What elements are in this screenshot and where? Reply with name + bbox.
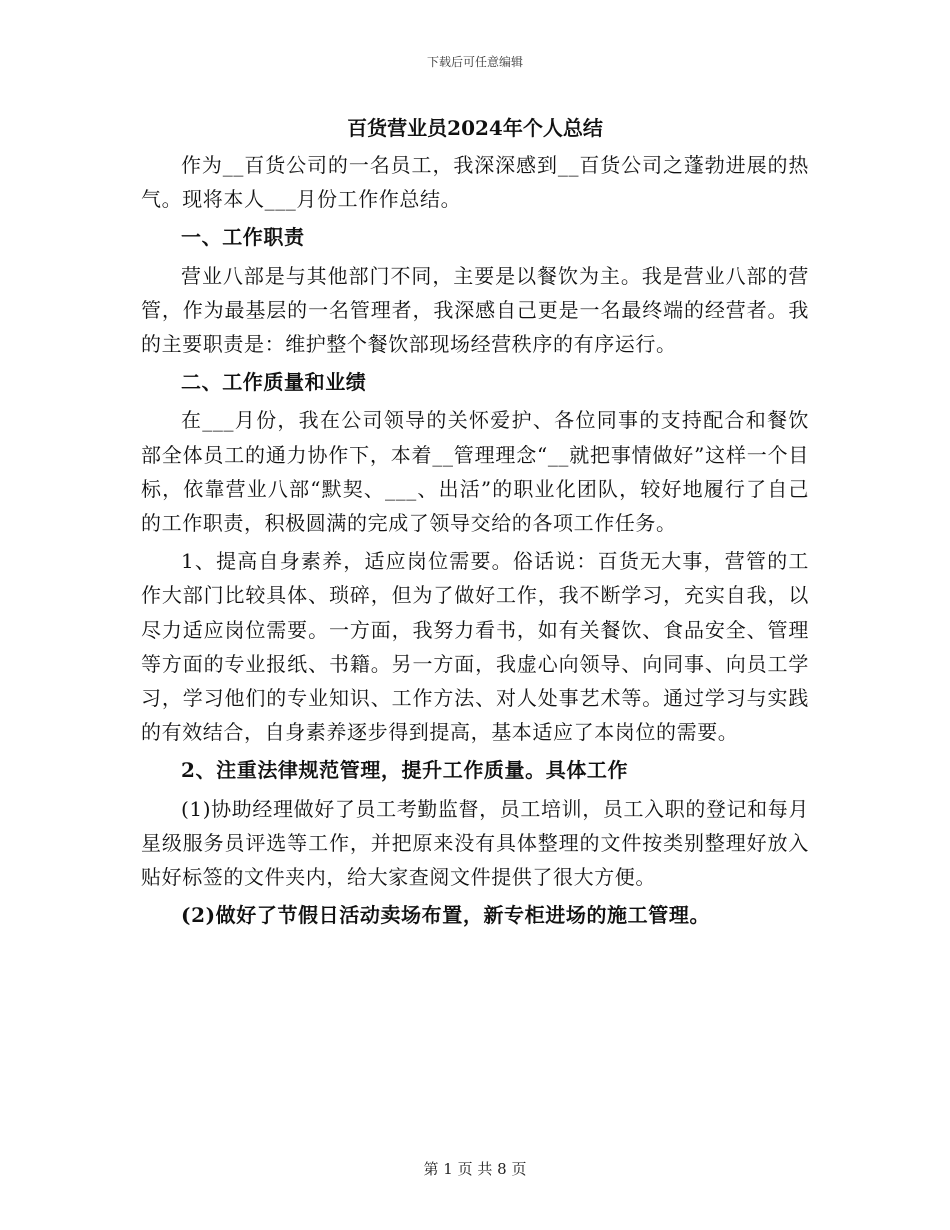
page-footer: 第 1 页 共 8 页 — [423, 1160, 527, 1178]
section-heading-performance: 二、工作质量和业绩 — [181, 370, 367, 395]
duties-paragraph: 营业八部是与其他部门不同，主要是以餐饮为主。我是营业八部的营管，作为最基层的一名管理者，我深感自己更是一名最终端的经营者。我的主要职责是：维护整个餐饮部现场经营秩序的有序运行。 — [141, 263, 809, 357]
item-2-heading: (2)做好了节假日活动卖场布置，新专柜进场的施工管理。 — [181, 903, 711, 928]
document-body — [141, 112, 809, 932]
item-1-paragraph: (1)协助经理做好了员工考勤监督，员工培训，员工入职的登记和每月星级服务员评选等工作，并把原来没有具体整理的文件按类别整理好放入贴好标签的文件夹内，给大家查阅文件提供了很大方便。 — [141, 796, 809, 890]
section-heading-duties: 一、工作职责 — [181, 225, 305, 250]
document-title: 百货营业员2024年个人总结 — [347, 116, 603, 140]
performance-paragraph: 在___月份，我在公司领导的关怀爱护、各位同事的支持配合和餐饮部全体员工的通力协作下，本着__管理理念“__就把事情做好”这样一个目标，依靠营业八部“默契、___、出活”的职业化团队，较好地履行了自己的工作职责，积极圆满的完成了领导交给的各项工作任务。 — [141, 408, 809, 536]
self-improvement-paragraph: 1、提高自身素养，适应岗位需要。俗话说：百货无大事，营管的工作大部门比较具体、琐碎，但为了做好工作，我不断学习，充实自我，以尽力适应岗位需要。一方面，我努力看书，如有关餐饮、食品安全、管理等方面的专业报纸、书籍。另一方面，我虚心向领导、向同事、向员工学习，学习他们的专业知识、工作方法、对人处事艺术等。通过学习与实践的有效结合，自身素养逐步得到提高，基本适应了本岗位的需要。 — [141, 549, 809, 745]
intro-paragraph: 作为__百货公司的一名员工，我深深感到__百货公司之蓬勃进展的热气。现将本人___月份工作作总结。 — [141, 153, 809, 212]
subheading-legal-management: 2、注重法律规范管理，提升工作质量。具体工作 — [181, 758, 629, 783]
header-note: 下载后可任意编辑 — [426, 55, 523, 69]
